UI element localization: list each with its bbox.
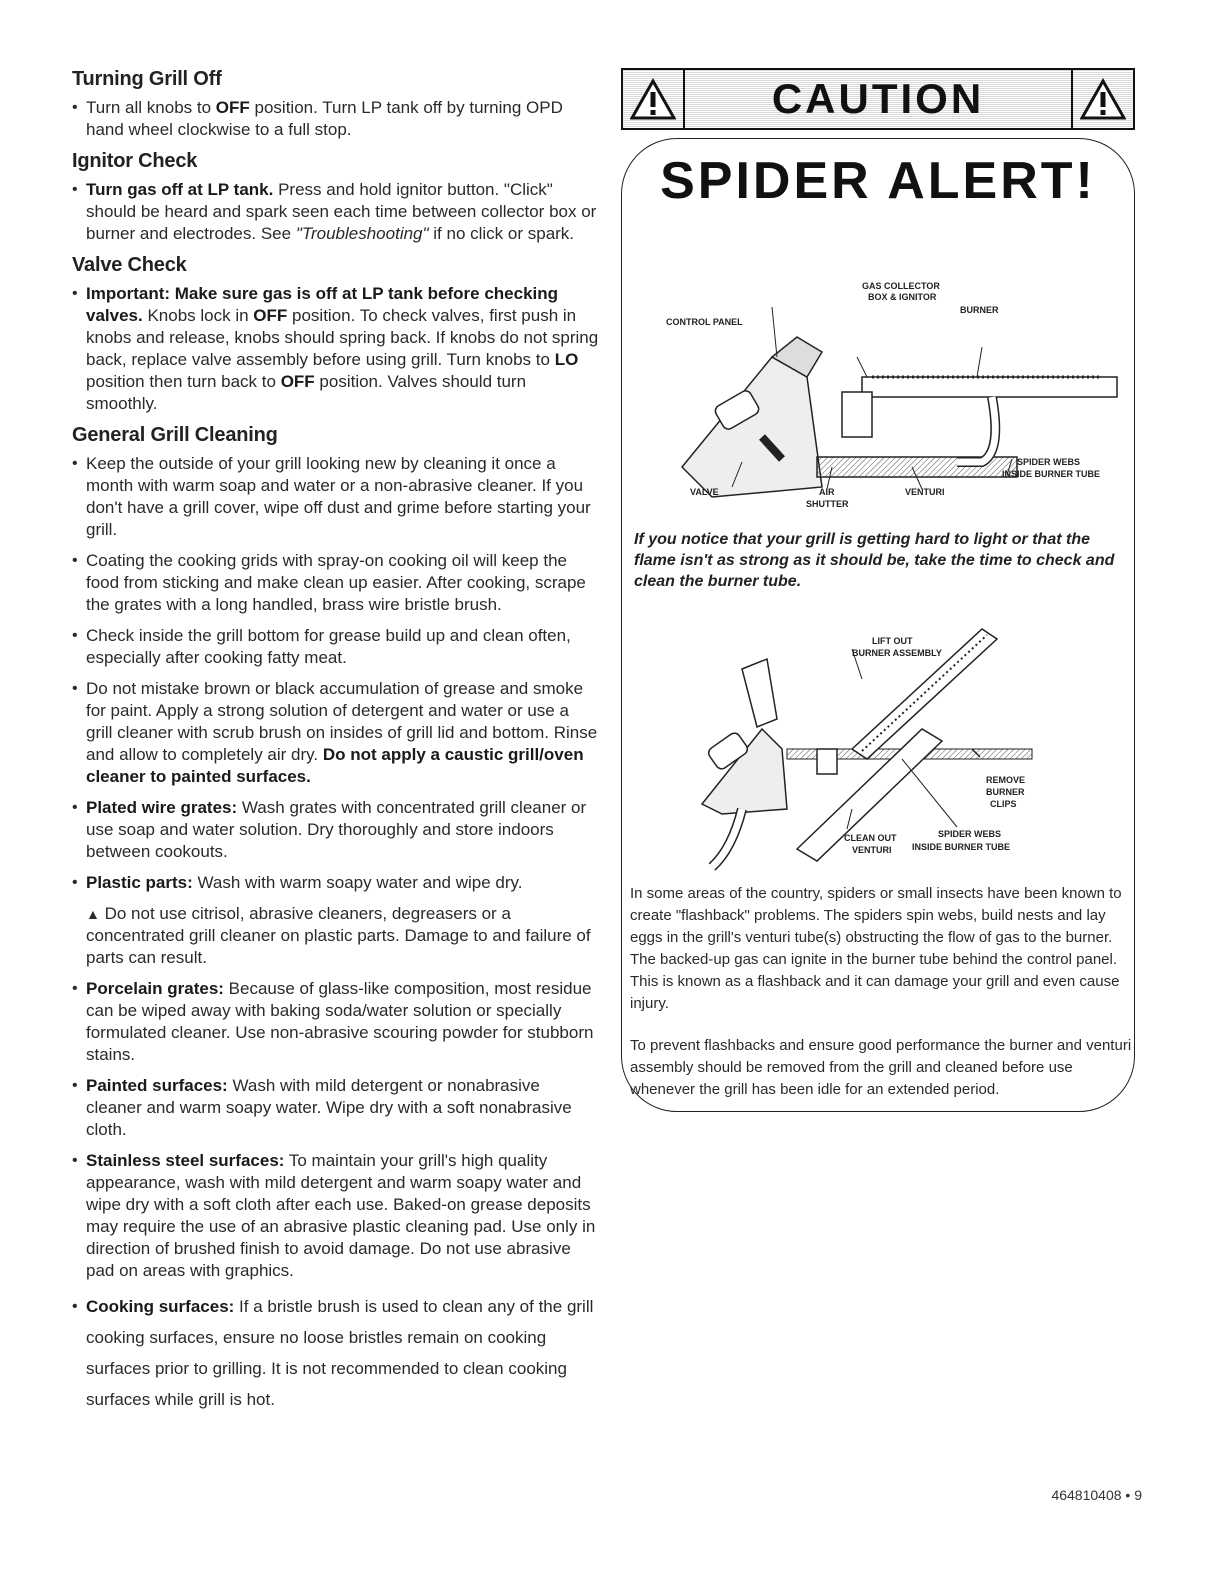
page-footer: 464810408 • 9 — [1051, 1487, 1142, 1503]
diagram-label-burner: BURNER — [960, 305, 999, 315]
section-ignitor-check — [72, 150, 600, 245]
section-valve-check — [72, 254, 600, 415]
section-general-grill-cleaning — [72, 424, 600, 1415]
heading-ignitor-check: Ignitor Check — [72, 150, 198, 172]
list-item: • Keep the outside of your grill looking new by cleaning it once a month with warm soap and water or a non-abrasive cleaner. If you don't have a grill cover, wipe off dust and grime before starting your grill. — [72, 453, 600, 541]
list-item: • Coating the cooking grids with spray-on cooking oil will keep the food from sticking and make clean up easier. After cooking, scrape the grates with a long handled, brass wire bristle brush. — [72, 550, 600, 616]
list-item: • Porcelain grates: Because of glass-like composition, most residue can be wiped away with baking soda/water solution or specially formulated cleaner. Use non-abrasive scouring powder for stubborn stains. — [72, 978, 600, 1066]
diagram-label-valve: VALVE — [690, 487, 719, 497]
list-item: • Turn gas off at LP tank. Press and hold ignitor button. "Click" should be heard and spark seen each time between collector box or burner and electrodes. See "Troubleshooting" if no click or spark. — [72, 179, 600, 245]
diagram-label-spider-webs: SPIDER WEBS — [938, 829, 1002, 839]
list-item: • Turn all knobs to OFF position. Turn LP tank off by turning OPD hand wheel clockwise to a full stop. — [72, 97, 600, 141]
caution-label: CAUTION — [771, 75, 985, 122]
list-item: • Do not mistake brown or black accumulation of grease and smoke for paint. Apply a strong solution of detergent and water or use a grill cleaner with scrub brush on insides of grill lid and bottom. Rinse and allow to completely air dry. Do not apply a caustic grill/oven cleaner to painted surfaces. — [72, 678, 600, 788]
caution-panel — [621, 68, 1135, 1112]
diagram-label-ignitor: BOX & IGNITOR — [868, 292, 937, 302]
list-item: • Check inside the grill bottom for grease build up and clean often, especially after cooking fatty meat. — [72, 625, 600, 669]
list-item: • Plated wire grates: Wash grates with concentrated grill cleaner or use soap and water solution. Dry thoroughly and store indoors between cookouts. — [72, 797, 600, 863]
diagram-label-burner-assembly: BURNER ASSEMBLY — [852, 648, 942, 658]
diagram-label-inside-burner-tube: INSIDE BURNER TUBE — [1002, 469, 1101, 479]
list-item: • Cooking surfaces: If a bristle brush is used to clean any of the grill cooking surfaces, ensure no loose bristles remain on cooking surfaces prior to grilling. It is not recommended to clean cooking surfaces while grill is hot. — [72, 1291, 600, 1415]
warning-triangle-icon — [623, 70, 685, 128]
caution-banner — [621, 68, 1135, 130]
check-burner-note: If you notice that your grill is getting hard to light or that the flame isn't as strong as it should be, take the time to check and clean the burner tube. — [634, 531, 1115, 590]
diagram-label-control-panel: CONTROL PANEL — [666, 317, 743, 327]
list-item: • Plastic parts: Wash with warm soapy water and wipe dry. — [72, 872, 600, 894]
diagram-label-burner: BURNER — [986, 787, 1025, 797]
diagram-label-shutter: SHUTTER — [806, 499, 849, 509]
list-item: • Painted surfaces: Wash with mild detergent or nonabrasive cleaner and warm soapy water. Wipe dry with a soft nonabrasive cloth. — [72, 1075, 600, 1141]
diagram-label-venturi: VENTURI — [905, 487, 945, 497]
warning-triangle-icon — [1071, 70, 1133, 128]
warning-triangle-icon: ▲ — [86, 906, 100, 922]
plastic-warning-note: ▲ Do not use citrisol, abrasive cleaners, degreasers or a concentrated grill cleaner on plastic parts. Damage to and failure of parts can result. — [86, 904, 591, 967]
diagram-label-inside-burner-tube: INSIDE BURNER TUBE — [912, 842, 1011, 852]
flashback-paragraph: In some areas of the country, spiders or small insects have been known to create "flashback" problems. The spiders spin webs, build nests and lay eggs in the grill's venturi tube(s) obstructing the flow of gas to the burner. The backed-up gas can ignite in the burner tube behind the control panel. This is known as a flashback and it can damage your grill and even cause injury. — [630, 885, 1122, 1012]
diagram-label-lift-out: LIFT OUT — [872, 636, 913, 646]
prevention-paragraph: To prevent flashbacks and ensure good performance the burner and venturi assembly should be removed from the grill and cleaned before use whenever the grill has been idle for an extended period. — [630, 1037, 1132, 1098]
diagram-label-gas-collector: GAS COLLECTOR — [862, 281, 940, 291]
section-turning-grill-off — [72, 68, 600, 141]
spider-alert-title: SPIDER ALERT! — [660, 152, 1096, 210]
left-column — [72, 68, 600, 1424]
heading-general-grill-cleaning: General Grill Cleaning — [72, 424, 278, 446]
diagram-label-spider-webs: SPIDER WEBS — [1017, 457, 1081, 467]
diagram-label-remove: REMOVE — [986, 775, 1026, 785]
spider-alert-box — [621, 138, 1135, 1112]
diagram-label-clean-out: CLEAN OUT — [844, 833, 897, 843]
list-item: • Important: Make sure gas is off at LP tank before checking valves. Knobs lock in OFF position. To check valves, first push in knobs and release, knobs should spring back. If knobs do not spring back, replace valve assembly before using grill. Turn knobs to LO position then turn back to OFF position. Valves should turn smoothly. — [72, 283, 600, 415]
diagram-label-air: AIR — [819, 487, 835, 497]
heading-turning-grill-off: Turning Grill Off — [72, 68, 222, 90]
diagram-label-venturi: VENTURI — [852, 845, 892, 855]
diagram-label-clips: CLIPS — [990, 799, 1017, 809]
burner-diagram — [622, 227, 1136, 517]
burner-removal-diagram — [622, 609, 1136, 879]
list-item: • Stainless steel surfaces: To maintain your grill's high quality appearance, wash with mild detergent and warm soapy water and wipe dry with a soft cloth after each use. Baked-on grease deposits may require the use of an abrasive plastic cleaning pad. Use only in direction of brushed finish to avoid damage. Do not use abrasive pad on areas with graphics. — [72, 1150, 600, 1282]
heading-valve-check: Valve Check — [72, 254, 187, 276]
